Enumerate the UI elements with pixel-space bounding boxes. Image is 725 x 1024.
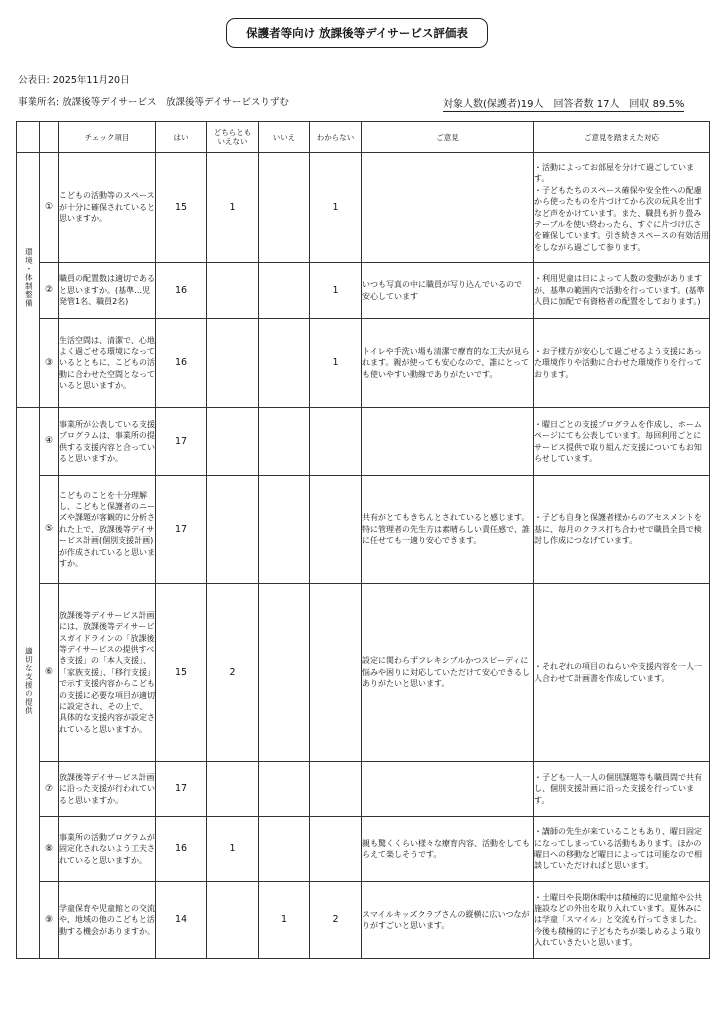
- category-environment: 環境・体制整備: [17, 153, 40, 408]
- header-row: [17, 122, 710, 153]
- table-row: [17, 476, 710, 584]
- check-item: 職員の配置数は適切であると思いますか。(基準…児発管1名、職員2名): [59, 263, 156, 319]
- row-number: ③: [40, 319, 59, 408]
- count-neither: [207, 762, 259, 817]
- comment-cell: いつも写真の中に職員が写り込んでいるので 安心しています: [362, 263, 534, 319]
- table-row: [17, 408, 710, 476]
- page-title: 保護者等向け 放課後等デイサービス評価表: [226, 18, 488, 48]
- row-number: ⑨: [40, 882, 59, 959]
- header-blank-cat: [17, 122, 40, 153]
- row-number: ⑥: [40, 584, 59, 762]
- response-cell: ・子ども自身と保護者様からのアセスメントを基に、毎月のクラス打ち合わせで職員全員で検討し作成につなげています。: [534, 476, 710, 584]
- response-cell: ・お子様方が安心して過ごせるよう支援にあった環境作りや活動に合わせた環境作りを行っております。: [534, 319, 710, 408]
- count-unknown: 1: [310, 319, 362, 408]
- table-row: [17, 584, 710, 762]
- count-no: [259, 762, 310, 817]
- count-neither: [207, 408, 259, 476]
- row-number: ⑦: [40, 762, 59, 817]
- header-blank-num: [40, 122, 59, 153]
- count-unknown: 1: [310, 153, 362, 263]
- check-item: こどもの活動等のスペースが十分に確保されていると思いますか。: [59, 153, 156, 263]
- check-item: 事業所の活動プログラムが固定化されないよう工夫されていると思いますか。: [59, 817, 156, 882]
- table-row: [17, 319, 710, 408]
- response-cell: ・曜日ごとの支援プログラムを作成し、ホームページにても公表しています。毎回利用ごとにサービス提供で取り組んだ支援についてもお知らせしています。: [534, 408, 710, 476]
- count-unknown: [310, 817, 362, 882]
- count-unknown: 2: [310, 882, 362, 959]
- header-unknown: わからない: [310, 122, 362, 153]
- count-yes: 17: [156, 408, 207, 476]
- comment-cell: [362, 408, 534, 476]
- count-no: [259, 153, 310, 263]
- response-cell: ・土曜日や長期休暇中は積極的に児童館や公共施設などの外出を取り入れています。夏休みには学童「スマイル」と交流も行ってきました。今後も積極的に子どもたちが楽しめるよう取り入れていきたいと思います。: [534, 882, 710, 959]
- comment-cell: [362, 762, 534, 817]
- table-row: [17, 882, 710, 959]
- count-yes: 16: [156, 817, 207, 882]
- comment-cell: 親も驚くくらい様々な療育内容、活動をしてもらえて楽しそうです。: [362, 817, 534, 882]
- count-neither: [207, 476, 259, 584]
- count-neither: 1: [207, 153, 259, 263]
- stats-text: 対象人数(保護者)19人 回答者数 17人 回収 89.5%: [443, 95, 684, 112]
- check-item: 事業所が公表している支援プログラムは、事業所の提供する支援内容と合っていると思いますか。: [59, 408, 156, 476]
- header-no: いいえ: [259, 122, 310, 153]
- office-name: 事業所名: 放課後等デイサービス 放課後等デイサービスりずむ: [18, 97, 289, 108]
- check-item: 学童保育や児童館との交流や、地域の他のこどもと活動する機会がありますか。: [59, 882, 156, 959]
- count-no: [259, 263, 310, 319]
- count-neither: 2: [207, 584, 259, 762]
- table-row: [17, 817, 710, 882]
- comment-cell: [362, 153, 534, 263]
- count-unknown: [310, 584, 362, 762]
- count-no: [259, 817, 310, 882]
- header-comment: ご意見: [362, 122, 534, 153]
- header-neither: どちらとも いえない: [207, 122, 259, 153]
- count-yes: 16: [156, 319, 207, 408]
- header-yes: はい: [156, 122, 207, 153]
- count-no: [259, 584, 310, 762]
- count-yes: 17: [156, 762, 207, 817]
- response-cell: ・それぞれの項目のねらいや支援内容を一人一人合わせて計画書を作成しています。: [534, 584, 710, 762]
- comment-cell: スマイルキッズクラブさんの縦横に広いつながりがすごいと思います。: [362, 882, 534, 959]
- table-row: [17, 263, 710, 319]
- count-neither: [207, 882, 259, 959]
- count-unknown: [310, 408, 362, 476]
- check-item: 放課後等デイサービス計画に沿った支援が行われていると思いますか。: [59, 762, 156, 817]
- header-check: チェック項目: [59, 122, 156, 153]
- count-no: [259, 408, 310, 476]
- comment-cell: 共有がとてもきちんとされていると感じます。特に管理者の先生方は素晴らしい責任感で、誰に任せても一適り安心できます。: [362, 476, 534, 584]
- header-response: ご意見を踏まえた対応: [534, 122, 710, 153]
- count-neither: [207, 263, 259, 319]
- row-number: ⑧: [40, 817, 59, 882]
- count-neither: 1: [207, 817, 259, 882]
- respondent-stats: [443, 95, 684, 112]
- count-yes: 16: [156, 263, 207, 319]
- row-number: ②: [40, 263, 59, 319]
- response-cell: ・利用児童は日によって人数の変動がありますが、基準の範囲内で活動を行っています。(基準人員に加配で有資格者の配置をしております。): [534, 263, 710, 319]
- check-item: 放課後等デイサービス計画には、放課後等デイサービスガイドラインの「放課後等デイサービスの提供すべき支援」の「本人支援」、「家族支援」、「移行支援」で示す支援内容からこどもの支援に必要な項目が適切に設定され、その上で、具体的な支援内容が設定されていると思いますか。: [59, 584, 156, 762]
- row-number: ①: [40, 153, 59, 263]
- response-cell: ・講師の先生が来ていることもあり、曜日固定になってしまっている活動もあります。ほかの曜日への移動など曜日によっては可能なので相談していただければと思います。: [534, 817, 710, 882]
- comment-cell: 設定に関わらずフレキシブルかつスピーディに悩みや困りに対応していただけて安心できるしありがたいと思います。: [362, 584, 534, 762]
- evaluation-table: [16, 121, 710, 959]
- category-support: 適切な支援の提供: [17, 408, 40, 959]
- comment-cell: トイレや手洗い場も清潔で療育的な工夫が見られます。親が使っても安心なので、誰にとっても使いやすい動線でありがたいです。: [362, 319, 534, 408]
- row-number: ④: [40, 408, 59, 476]
- count-yes: 15: [156, 584, 207, 762]
- response-cell: ・活動によってお部屋を分けて過ごしています。 ・子どもたちのスペース確保や安全性への配慮から使ったものを片づけてから次の玩具を出すなど声をかけています。また、職員も折り畳みテーブルを使い終わったら、すぐに片づけ広さを確保しています。引き続きスペースの有効活用をしながら過ごして参ります。: [534, 153, 710, 263]
- response-cell: ・子ども一人一人の個別課題等も職員間で共有し、個別支援計画に沿った支援を行っています。: [534, 762, 710, 817]
- check-item: 生活空間は、清潔で、心地よく過ごせる環境になっているとともに、こどもの活動に合わせた空間となっていると思いますか。: [59, 319, 156, 408]
- row-number: ⑤: [40, 476, 59, 584]
- check-item: こどものことを十分理解し、こどもと保護者のニーズや課題が客観的に分析された上で、放課後等デイサービス計画(個別支援計画)が作成されていると思いますか。: [59, 476, 156, 584]
- count-unknown: 1: [310, 263, 362, 319]
- count-neither: [207, 319, 259, 408]
- count-no: [259, 319, 310, 408]
- count-unknown: [310, 762, 362, 817]
- count-yes: 17: [156, 476, 207, 584]
- count-unknown: [310, 476, 362, 584]
- publish-date: 公表日: 2025年11月20日: [18, 75, 130, 86]
- table-row: [17, 762, 710, 817]
- count-no: 1: [259, 882, 310, 959]
- count-yes: 14: [156, 882, 207, 959]
- count-no: [259, 476, 310, 584]
- table-row: [17, 153, 710, 263]
- count-yes: 15: [156, 153, 207, 263]
